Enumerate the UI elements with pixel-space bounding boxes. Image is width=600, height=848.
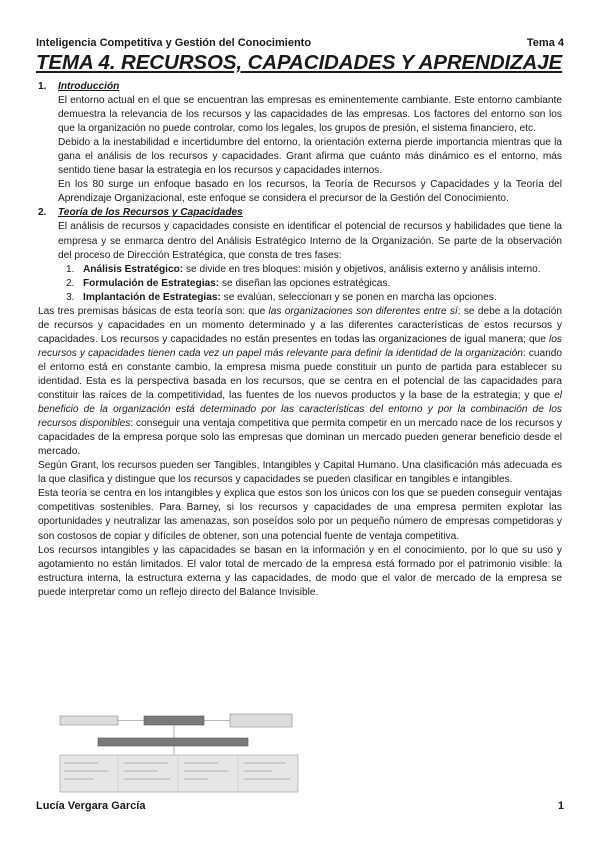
paragraph: Según Grant, los recursos pueden ser Tangibles, Intangibles y Capital Humano. Una clasificación más adecuada es la que clasifica y distingue que los recursos y capacidades se pueden clasificar en tangibles e intangibles. — [38, 460, 562, 486]
document-body — [38, 80, 562, 600]
diagram-box — [230, 714, 292, 727]
diagram-box — [60, 716, 118, 725]
market-value-diagram — [58, 713, 300, 793]
paragraph: El análisis de recursos y capacidades consiste en identificar el potencial de recursos y habilidades que tiene la empresa y se enmarca dentro del Análisis Estratégico Interno de la Organización. Se parte de la observación del proceso de Dirección Estratégica, que consta de tres fases: — [58, 221, 562, 261]
phases-list — [38, 263, 562, 305]
list-item: 1. Análisis Estratégico: se divide en tres bloques: misión y objetivos, análisis externo y análisis interno. — [66, 263, 541, 275]
paragraph: El entorno actual en el que se encuentran las empresas es eminentemente cambiante. Este entorno cambiante demuestra la relevancia de los recursos y las capacidades de las empresas. Los factores del entorno son los que la organización no puede controlar, como los legales, los grupos de presión, el sistema financiero, etc. — [58, 95, 562, 135]
section-number: 2. — [38, 207, 47, 219]
page-title: TEMA 4. RECURSOS, CAPACIDADES Y APRENDIZAJE — [36, 51, 563, 74]
list-item: 3. Implantación de Estrategias: se evalúan, seleccionan y se ponen en marcha las opciones. — [66, 291, 497, 303]
section-title: Teoría de los Recursos y Capacidades — [58, 207, 243, 219]
section-number: 1. — [38, 81, 47, 92]
paragraph-premisas: Las tres premisas básicas de esta teoría son: que las organizaciones son diferentes entre sí: se debe a la dotación de recursos y capacidades en un momento determinado y a las diferentes características de estos recursos y capacidades. Los recursos y capacidades no están presentes en todas las organizaciones de igual manera; que los recursos y capacidades tienen cada vez un papel más relevante para definir la identidad de la organización: cuando el entorno está en constante cambio, la empresa misma puede constituir un punto de partida para establecer su identidad. Esta es la perspectiva basada en los recursos, que se centra en el potencial de las capacidades para constituir las raíces de la competitividad, las fuentes de los nuevos productos y la base de la estrategia; y que el beneficio de la organización está determinado por las características del entorno y por la combinación de los recursos disponibles: conseguir una ventaja competitiva que permita competir en un mercado nace de los recursos y capacidades de la empresa porque solo las empresas que dominan un mercado pueden generar beneficio desde el mercado. — [38, 305, 563, 458]
course-title: Inteligencia Competitiva y Gestión del Conocimiento — [36, 37, 312, 49]
diagram-box — [144, 716, 204, 725]
author-name: Lucía Vergara García — [36, 800, 146, 812]
paragraph: Debido a la inestabilidad e incertidumbre del entorno, la orientación externa pierde importancia mientras que la gana el análisis de los recursos y capacidades. Grant afirma que cuánto más dinámico es el entorno, más sentido tiene basar la estrategia en los recursos y capacidades internos. — [58, 137, 562, 177]
paragraph: En los 80 surge un enfoque basado en los recursos, la Teoría de Recursos y Capacidades y la Teoría del Aprendizaje Organizacional, este enfoque se considera el precursor de la Gestión del Conocimiento. — [58, 179, 562, 205]
topic-label: Tema 4 — [526, 37, 564, 49]
paragraph: Los recursos intangibles y las capacidades se basan en la información y en el conocimiento, por lo que su uso y agotamiento no están limitados. El valor total de mercado de la empresa está formado por el patrimonio visible: la estructura interna, la estructura externa y las capacidades, de modo que el valor de mercado de la empresa se puede interpretar como un reflejo directo del Balance Invisible. — [38, 544, 562, 598]
paragraph: Esta teoría se centra en los intangibles y explica que estos son los únicos con los que se pueden conseguir ventajas competitivas sostenibles. Para Barney, si los recursos y capacidades de una empresa permiten explotar las oportunidades y neutralizar las amenazas, son poseídos solo por un pequeño número de empresas competidoras y son costosos de copiar y difíciles de obtener, son una potencial fuente de ventaja competitiva. — [38, 488, 562, 542]
page-number: 1 — [557, 800, 564, 812]
list-item: 2. Formulación de Estrategias: se diseñan las opciones estratégicas. — [66, 277, 391, 289]
diagram-panel — [60, 755, 298, 792]
page-header — [36, 37, 564, 49]
section-title: Introducción — [58, 81, 120, 92]
section-heading-teoria — [38, 206, 562, 220]
page-footer — [36, 800, 564, 812]
section-heading-introduccion — [38, 80, 562, 94]
diagram-box — [98, 738, 248, 746]
